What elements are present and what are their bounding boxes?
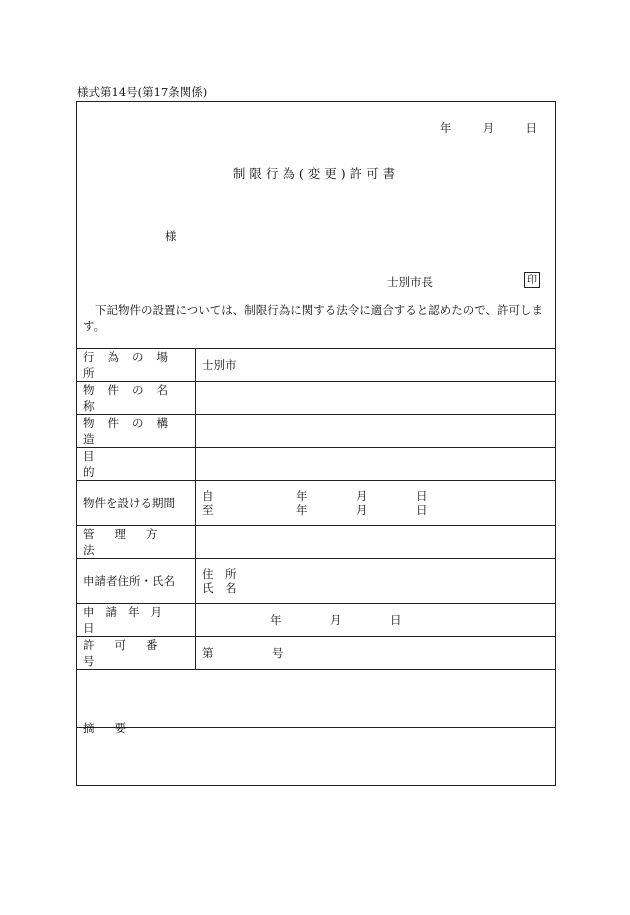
date-month-label: 月 (482, 121, 495, 135)
spread-label (83, 349, 189, 381)
label-item-name (77, 382, 196, 415)
value-purpose (196, 448, 556, 481)
label-place (77, 349, 196, 382)
document-title: 制限行為(変更)許可書 (232, 166, 400, 181)
period-month: 月 (356, 489, 368, 503)
period-to-label: 至 (202, 503, 214, 517)
period-day: 日 (416, 503, 428, 517)
remarks-cell (77, 670, 556, 786)
row-label: 物件の名称 (83, 383, 181, 413)
table-row (77, 448, 556, 481)
issue-date (440, 120, 537, 136)
table-row (77, 382, 556, 415)
table-row (77, 559, 556, 604)
value-item-name (196, 382, 556, 415)
row-label: 申請年月日 (83, 605, 173, 635)
label-management (77, 526, 196, 559)
permit-prefix: 第 (202, 646, 214, 660)
period-from-label: 自 (202, 489, 214, 503)
applicant-lines (202, 567, 549, 595)
table-row (77, 349, 556, 382)
label-structure (77, 415, 196, 448)
value-management (196, 526, 556, 559)
value-permit-number (196, 637, 556, 670)
value-period (196, 481, 556, 526)
table-row (77, 526, 556, 559)
label-permit-number (77, 637, 196, 670)
row-label: 物件の構造 (83, 416, 181, 446)
permit-number-line (202, 645, 549, 661)
application-month: 月 (330, 613, 342, 627)
date-day-label: 日 (525, 121, 537, 135)
value-application-date (196, 604, 556, 637)
form-number-label: 様式第14号(第17条関係) (77, 85, 208, 99)
table-row (77, 637, 556, 670)
period-from-line (202, 489, 549, 503)
label-period: 物件を設ける期間 (77, 481, 196, 526)
value-structure (196, 415, 556, 448)
period-to-line (202, 503, 549, 517)
date-year-label: 年 (439, 121, 452, 135)
table-row (77, 481, 556, 526)
permit-document-frame (76, 101, 556, 735)
label-application-date (77, 604, 196, 637)
remarks-label: 摘要 (83, 720, 146, 735)
period-lines (202, 489, 549, 517)
table-row (77, 670, 556, 786)
issuer-name: 士別市長 (387, 275, 433, 289)
application-year: 年 (270, 613, 282, 627)
value-place: 士別市 (196, 349, 556, 382)
permit-suffix: 号 (272, 646, 284, 660)
row-label: 目的 (83, 449, 163, 479)
applicant-address-label: 住 所 (202, 567, 237, 581)
label-applicant: 申請者住所・氏名 (77, 559, 196, 604)
table-row (77, 415, 556, 448)
row-label: 行為の場所 (83, 350, 181, 380)
period-month: 月 (356, 503, 368, 517)
table-row (77, 604, 556, 637)
permit-details-table (76, 348, 556, 786)
addressee-suffix: 様 (165, 229, 177, 243)
applicant-name-label: 氏 名 (202, 581, 237, 595)
row-label: 管理方法 (83, 527, 178, 557)
period-year: 年 (296, 489, 308, 503)
value-applicant (196, 559, 556, 604)
seal-mark: 印 (524, 272, 540, 288)
spacer (202, 612, 270, 628)
label-purpose (77, 448, 196, 481)
row-label: 許可番号 (83, 638, 178, 668)
period-day: 日 (416, 489, 428, 503)
application-date-line (202, 612, 549, 628)
period-year: 年 (296, 503, 308, 517)
permit-statement: 下記物件の設置については、制限行為に関する法令に適合すると認めたので、許可します。 (83, 303, 544, 333)
application-day: 日 (390, 613, 402, 627)
